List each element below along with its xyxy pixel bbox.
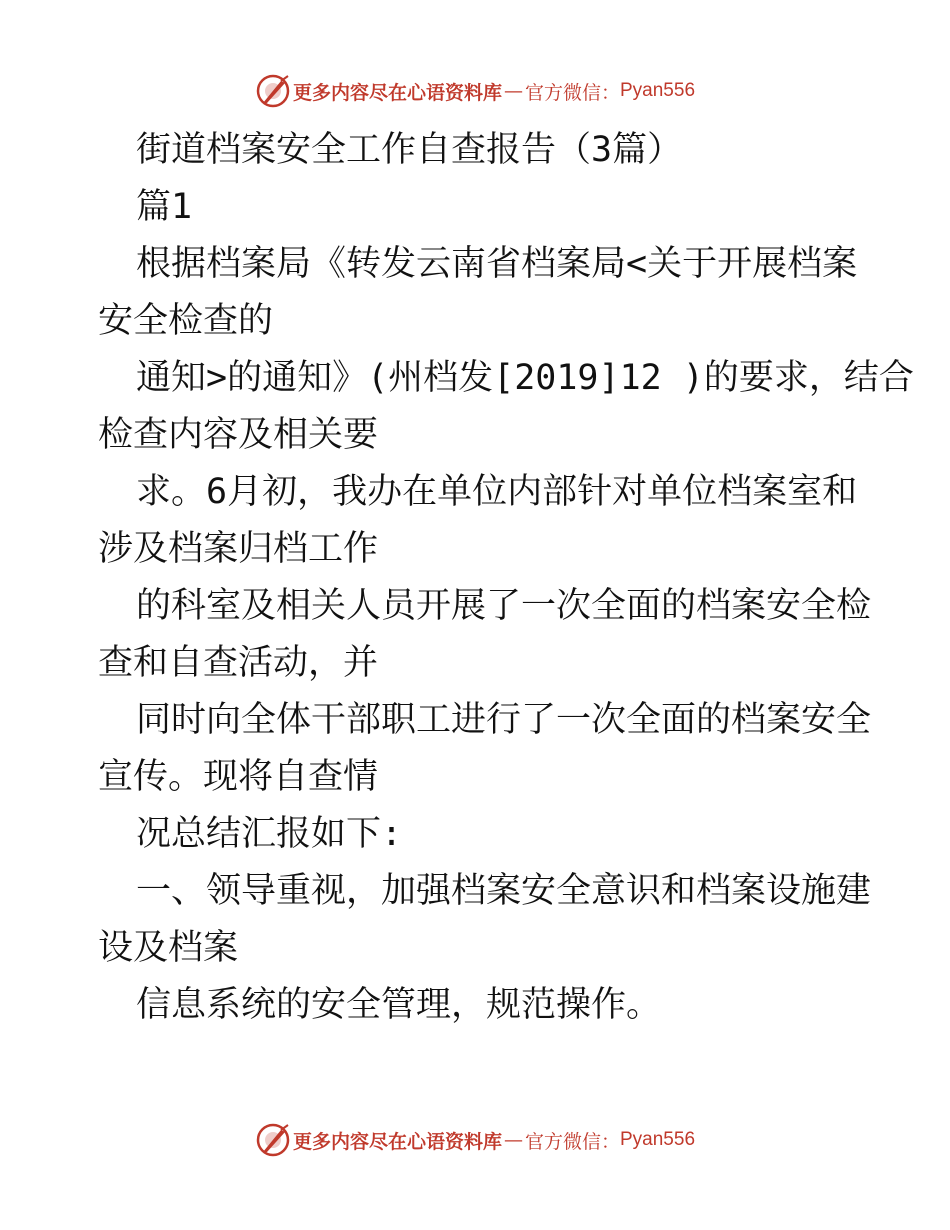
paragraph-line: 一、领导重视，加强档案安全意识和档案设施建 [136,871,872,911]
paragraph-line: 根据档案局《转发云南省档案局<关于开展档案 [136,244,858,284]
paragraph-line: 设及档案 [98,928,239,968]
paragraph-line: 况总结汇报如下: [136,814,403,854]
document-body [98,122,914,1034]
header-wechat-id: Pyan556 [620,80,696,101]
paragraph-line: 信息系统的安全管理，规范操作。 [136,985,662,1025]
footer-wechat-label: 官方微信： [524,1130,620,1153]
paragraph-line: 宣传。现将自查情 [98,757,379,797]
paragraph-line: 涉及档案归档工作 [98,529,379,569]
section-heading: 篇1 [136,187,193,227]
footer-separator: — [503,1129,523,1151]
paragraph-line: 安全检查的 [98,301,274,341]
paragraph-line: 通知>的通知》(州档发[2019]12 )的要求，结合 [136,358,914,398]
footer-site-text: 更多内容尽在心语资料库 [292,1130,502,1153]
paragraph-line: 查和自查活动，并 [98,643,379,683]
quill-pen-logo-icon [255,1122,291,1158]
document-title: 街道档案安全工作自查报告（3篇） [136,130,683,170]
paragraph-line: 检查内容及相关要 [98,415,379,455]
header-site-text: 更多内容尽在心语资料库 [292,81,502,104]
paragraph-line: 求。6月初，我办在单位内部针对单位档案室和 [136,472,858,512]
quill-pen-logo-icon [255,73,291,109]
header-separator: — [503,80,523,102]
header-banner [0,71,950,111]
header-wechat-label: 官方微信： [524,81,620,104]
paragraph-line: 的科室及相关人员开展了一次全面的档案安全检 [136,586,872,626]
footer-banner [0,1120,950,1160]
paragraph-line: 同时向全体干部职工进行了一次全面的档案安全 [136,700,872,740]
footer-wechat-id: Pyan556 [620,1129,696,1150]
